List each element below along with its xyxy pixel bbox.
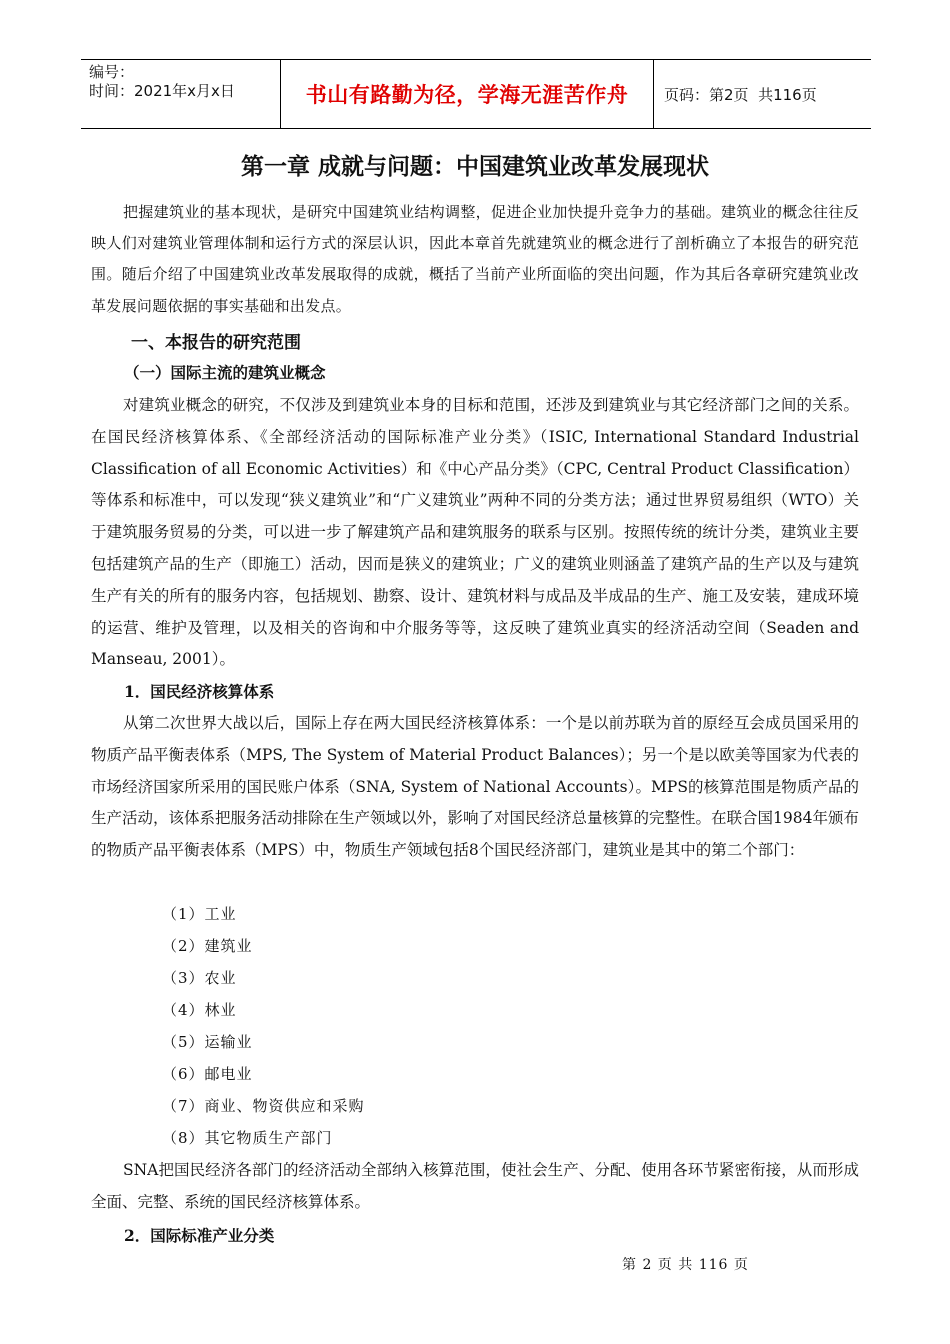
intro-paragraph: 把握建筑业的基本现状，是研究中国建筑业结构调整，促进企业加快提升竞争力的基础。建筑业的概念往往反映人们对建筑业管理体制和运行方式的深层认识，因此本章首先就建筑业的概念进行了剖析确立了本报告的研究范围。随后介绍了中国建筑业改革发展取得的成就，概括了当前产业所面临的突出问题，作为其后各章研究建筑业改革发展问题依据的事实基础和出发点。 [91, 203, 859, 315]
list-item: （7）商业、物资供应和采购 [162, 1097, 365, 1115]
body-paragraph-1: 对建筑业概念的研究，不仅涉及到建筑业本身的目标和范围，还涉及到建筑业与其它经济部门之间的关系。在国民经济核算体系、《全部经济活动的国际标准产业分类》（ISIC, International Standard Industrial Classification of all Economic Activities）和《中心产品分类》（CPC, Central Product Classification）等体系和标准中，可以发现“狭义建筑业”和“广义建筑业”两种不同的分类方法；通过世界贸易组织（WTO）关于建筑服务贸易的分类，可以进一步了解建筑产品和建筑服务的联系与区别。按照传统的统计分类，建筑业主要包括建筑产品的生产（即施工）活动，因而是狭义的建筑业；广义的建筑业则涵盖了建筑产品的生产以及与建筑生产有关的所有的服务内容，包括规划、勘察、设计、建筑材料与成品及半成品的生产、施工及安装，建成环境的运营、维护及管理，以及相关的咨询和中介服务等等，这反映了建筑业真实的经济活动空间（Seaden and Manseau, 2001）。 [91, 396, 859, 669]
subsection-heading: （一）国际主流的建筑业概念 [124, 364, 326, 382]
list-item: （5）运输业 [162, 1033, 253, 1051]
number-label: 编号： [89, 63, 135, 81]
sector-list [162, 898, 365, 1154]
header-meta [81, 60, 281, 128]
numbered-heading-1: 1．国民经济核算体系 [124, 682, 275, 701]
page-header [81, 59, 871, 129]
list-item: （3）农业 [162, 969, 237, 987]
page-footer: 第 2 页 共 116 页 [622, 1257, 749, 1273]
body-paragraph-3: SNA把国民经济各部门的经济活动全部纳入核算范围，使社会生产、分配、使用各环节紧密衔接，从而形成全面、完整、系统的国民经济核算体系。 [91, 1161, 859, 1211]
list-item: （8）其它物质生产部门 [162, 1129, 333, 1147]
list-item: （2）建筑业 [162, 937, 253, 955]
page-info-text: 页码：第2页 共116页 [664, 85, 817, 104]
list-item: （6）邮电业 [162, 1065, 253, 1083]
numbered-heading-2: 2．国际标准产业分类 [124, 1226, 275, 1245]
header-motto: 书山有路勤为径，学海无涯苦作舟 [281, 60, 654, 128]
body-paragraph-2: 从第二次世界大战以后，国际上存在两大国民经济核算体系：一个是以前苏联为首的原经互会成员国采用的物质产品平衡表体系（MPS, The System of Material Product Balances）；另一个是以欧美等国家为代表的市场经济国家所采用的国民账户体系（SNA, System of National Accounts）。MPS的核算范围是物质产品的生产活动，该体系把服务活动排除在生产领域以外，影响了对国民经济总量核算的完整性。在联合国1984年颁布的物质产品平衡表体系（MPS）中，物质生产领域包括8个国民经济部门，建筑业是其中的第二个部门： [91, 714, 859, 860]
section-heading: 一、本报告的研究范围 [131, 333, 301, 353]
header-page-info [654, 60, 871, 128]
list-item: （4）林业 [162, 1001, 237, 1019]
list-item: （1）工业 [162, 905, 237, 923]
time-label: 时间：2021年x月x日 [89, 82, 235, 100]
chapter-title: 第一章 成就与问题：中国建筑业改革发展现状 [240, 154, 709, 180]
